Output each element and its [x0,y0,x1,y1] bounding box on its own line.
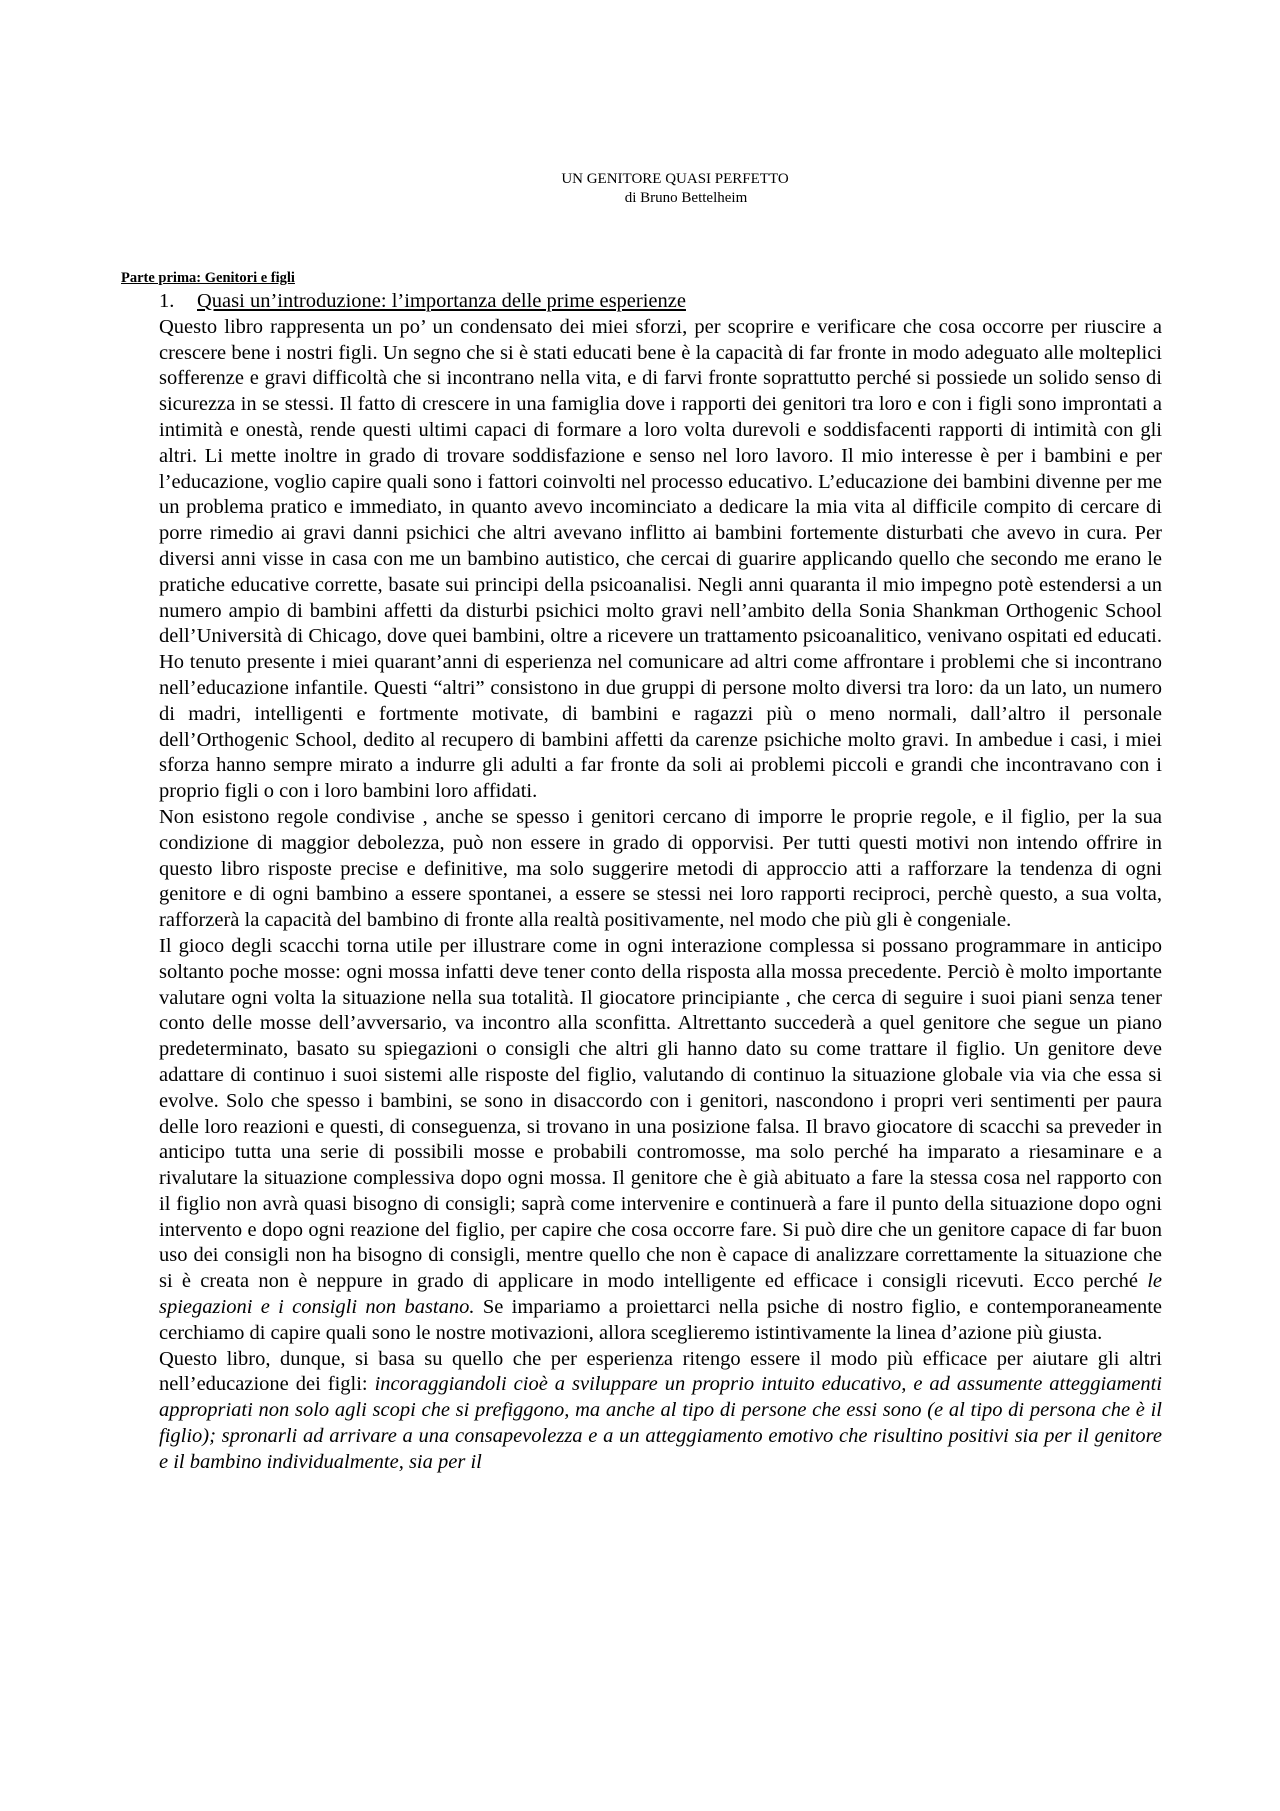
title-block [0,170,1280,208]
paragraph-4-italic: incoraggiandoli cioè a sviluppare un proprio intuito educativo, e ad assumente atteggiamenti appropriati non solo agli scopi che si prefiggono, ma anche al tipo di persone che essi sono (e al tipo di persona che è il figlio); spronarli ad arrivare a una consapevolezza e a un atteggiamento emotivo che risultino positivi sia per il genitore e il bambino individualmente, sia per il [159,1373,1162,1473]
paragraph-4 [159,1347,1162,1476]
paragraph-3-text: Il gioco degli scacchi torna utile per illustrare come in ogni interazione complessa si possano programmare in anticipo soltanto poche mosse: ogni mossa infatti deve tener conto della risposta alla mossa precedente. Perciò è molto importante valutare ogni volta la situazione nella sua totalità. Il giocatore principiante , che cerca di seguire i suoi piani senza tener conto delle mosse dell’avversario, va incontro alla sconfitta. Altrettanto succederà a quel genitore che segue un piano predeterminato, basato su spiegazioni o consigli che altri gli hanno dato su come trattare il figlio. Un genitore deve adattare di continuo i suoi sistemi alle risposte del figlio, valutando di continuo la situazione globale via via che essa si evolve. Solo che spesso i bambini, se sono in disaccordo con i genitori, nascondono i propri veri sentimenti per paura delle loro reazioni e questi, di conseguenza, si trovano in una posizione falsa. Il bravo giocatore di scacchi sa preveder in anticipo tutta una serie di possibili mosse e probabili contromosse, ma solo perché ha imparato a riesaminare e a rivalutare la situazione complessiva dopo ogni mossa. Il genitore che è già abituato a fare la stessa cosa nel rapporto con il figlio non avrà quasi bisogno di consigli; saprà come intervenire e continuerà a fare il punto della situazione dopo ogni intervento e dopo ogni reazione del figlio, per capire che cosa occorre fare. Si può dire che un genitore capace di far buon uso dei consigli non ha bisogno di consigli, mentre quello che non è capace di analizzare correttamente la situazione che si è creata non è neppure in grado di applicare in modo intelligente ed efficace i consigli ricevuti. Ecco perché [159,934,1162,1293]
paragraph-3 [159,934,1162,1347]
paragraph-2: Non esistono regole condivise , anche se spesso i genitori cercano di imporre le proprie regole, e il figlio, per la sua condizione di maggior debolezza, può non essere in grado di opporvisi. Per tutti questi motivi non intendo offrire in questo libro risposte precise e definitive, ma solo suggerire metodi di approccio atti a rafforzare la tendenza di ogni genitore e di ogni bambino a essere spontanei, a essere se stessi nei loro rapporti reciproci, perchè questo, a sua volta, rafforzerà la capacità del bambino di fronte alla realtà positivamente, nel modo che più gli è congeniale. [159,805,1162,932]
chapter-heading [159,289,1162,315]
paragraph-4-text: Questo libro, dunque, si basa su quello che per esperienza ritengo essere il modo più efficace per aiutare gli altri nell’educazione dei figli: [159,1347,1162,1396]
document-author: di Bruno Bettelheim [624,190,748,206]
paragraph-3-italic: le spiegazioni e i consigli non bastano. [159,1270,1162,1319]
paragraph-1: Questo libro rappresenta un po’ un condensato dei miei sforzi, per scoprire e verificare che cosa occorre per riuscire a crescere bene i nostri figli. Un segno che si è stati educati bene è la capacità di far fronte in modo adeguato alle molteplici sofferenze e gravi difficoltà che si incontrano nella vita, e di farvi fronte soprattutto perché si possiede un solido senso di sicurezza in se stessi. Il fatto di crescere in una famiglia dove i rapporti dei genitori tra loro e con i figli sono improntati a intimità e onestà, rende questi ultimi capaci di formare a loro volta durevoli e soddisfacenti rapporti di intimità con gli altri. Li mette inoltre in grado di trovare soddisfazione e senso nel loro lavoro. Il mio interesse è per i bambini e per l’educazione, voglio capire quali sono i fattori coinvolti nel processo educativo. L’educazione dei bambini divenne per me un problema pratico e immediato, in quanto avevo incominciato a dedicare la mia vita al difficile compito di cercare di porre rimedio ai gravi danni psichici che altri avevano inflitto ai bambini fortemente disturbati che avevo in cura. Per diversi anni visse in casa con me un bambino autistico, che cercai di guarire applicando quello che secondo me erano le pratiche educative corrette, basate sui principi della psicoanalisi. Negli anni quaranta il mio impegno potè estendersi a un numero ampio di bambini affetti da disturbi psichici molto gravi nell’ambito della Sonia Shankman Orthogenic School dell’Università di Chicago, dove quei bambini, oltre a ricevere un trattamento psicoanalitico, venivano ospitati ed educati. Ho tenuto presente i miei quarant’anni di esperienza nel comunicare ad altri come affrontare i problemi che si incontrano nell’educazione infantile. Questi “altri” consistono in due gruppi di persone molto diversi tra loro: da un lato, un numero di madri, intelligenti e fortmente motivate, di bambini e ragazzi più o meno normali, dall’altro il personale dell’Orthogenic School, dedito al recupero di bambini affetti da carenze psichiche molto gravi. In ambedue i casi, i miei sforza hanno sempre mirato a indurre gli adulti a far fronte da soli ai problemi piccoli e grandi che incontravano con i proprio figli o con i loro bambini loro affidati. [159,315,1162,803]
document-body [159,289,1162,1476]
chapter-title: Quasi un’introduzione: l’importanza delle prime esperienze [197,290,686,312]
part-heading: Parte prima: Genitori e figli [121,270,295,286]
paragraph-3-tail: Se impariamo a proiettarci nella psiche di nostro figlio, e contemporaneamente cerchiamo di capire quali sono le nostre motivazioni, allora sceglieremo istintivamente la linea d’azione più giusta. [159,1296,1162,1344]
chapter-number: 1. [159,290,175,312]
document-title: UN GENITORE QUASI PERFETTO [561,171,789,187]
